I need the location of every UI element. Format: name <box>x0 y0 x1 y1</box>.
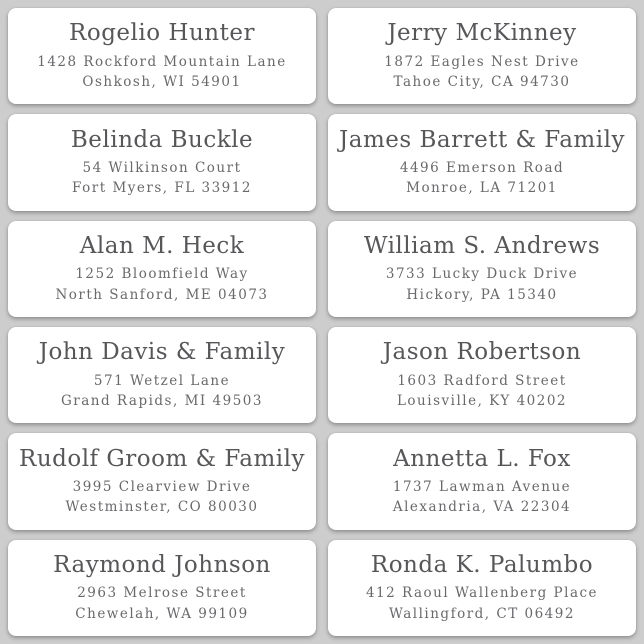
city-state-zip: Fort Myers, FL 33912 <box>72 180 252 197</box>
recipient-name: Rudolf Groom & Family <box>19 445 305 472</box>
recipient-name: Rogelio Hunter <box>69 20 255 47</box>
address-label <box>8 540 316 636</box>
address-label <box>8 8 316 104</box>
address-label <box>328 433 636 529</box>
address-label <box>8 433 316 529</box>
address-label <box>8 114 316 210</box>
city-state-zip: Oshkosh, WI 54901 <box>82 73 242 90</box>
address-label <box>8 327 316 423</box>
city-state-zip: Grand Rapids, MI 49503 <box>61 392 263 409</box>
street-address: 3733 Lucky Duck Drive <box>385 266 579 283</box>
address-label <box>328 114 636 210</box>
city-state-zip: Wallingford, CT 06492 <box>389 605 575 622</box>
street-address: 1428 Rockford Mountain Lane <box>37 53 287 70</box>
city-state-zip: Alexandria, VA 22304 <box>392 499 572 516</box>
recipient-name: Alan M. Heck <box>79 232 245 259</box>
street-address: 1603 Radford Street <box>397 372 567 389</box>
street-address: 412 Raoul Wallenberg Place <box>365 585 599 602</box>
recipient-name: Belinda Buckle <box>70 126 254 153</box>
street-address: 1737 Lawman Avenue <box>392 478 572 495</box>
city-state-zip: Tahoe City, CA 94730 <box>393 73 571 90</box>
city-state-zip: Hickory, PA 15340 <box>406 286 558 303</box>
street-address: 571 Wetzel Lane <box>93 372 231 389</box>
city-state-zip: Louisville, KY 40202 <box>396 392 568 409</box>
recipient-name: Jason Robertson <box>382 339 582 366</box>
street-address: 2963 Melrose Street <box>77 585 247 602</box>
street-address: 1872 Eagles Nest Drive <box>384 53 580 70</box>
street-address: 4496 Emerson Road <box>399 159 565 176</box>
city-state-zip: Westminster, CO 80030 <box>65 499 259 516</box>
city-state-zip: Chewelah, WA 99109 <box>75 605 249 622</box>
recipient-name: John Davis & Family <box>38 339 286 366</box>
street-address: 1252 Bloomfield Way <box>75 266 249 283</box>
recipient-name: James Barrett & Family <box>339 126 625 153</box>
recipient-name: Annetta L. Fox <box>393 445 571 472</box>
address-label <box>8 221 316 317</box>
city-state-zip: North Sanford, ME 04073 <box>55 286 269 303</box>
recipient-name: William S. Andrews <box>363 232 601 259</box>
street-address: 3995 Clearview Drive <box>72 478 252 495</box>
address-label <box>328 327 636 423</box>
recipient-name: Ronda K. Palumbo <box>370 551 594 578</box>
address-label <box>328 540 636 636</box>
recipient-name: Jerry McKinney <box>387 20 577 47</box>
address-label <box>328 8 636 104</box>
city-state-zip: Monroe, LA 71201 <box>406 180 558 197</box>
street-address: 54 Wilkinson Court <box>82 159 242 176</box>
recipient-name: Raymond Johnson <box>53 551 271 578</box>
address-label <box>328 221 636 317</box>
